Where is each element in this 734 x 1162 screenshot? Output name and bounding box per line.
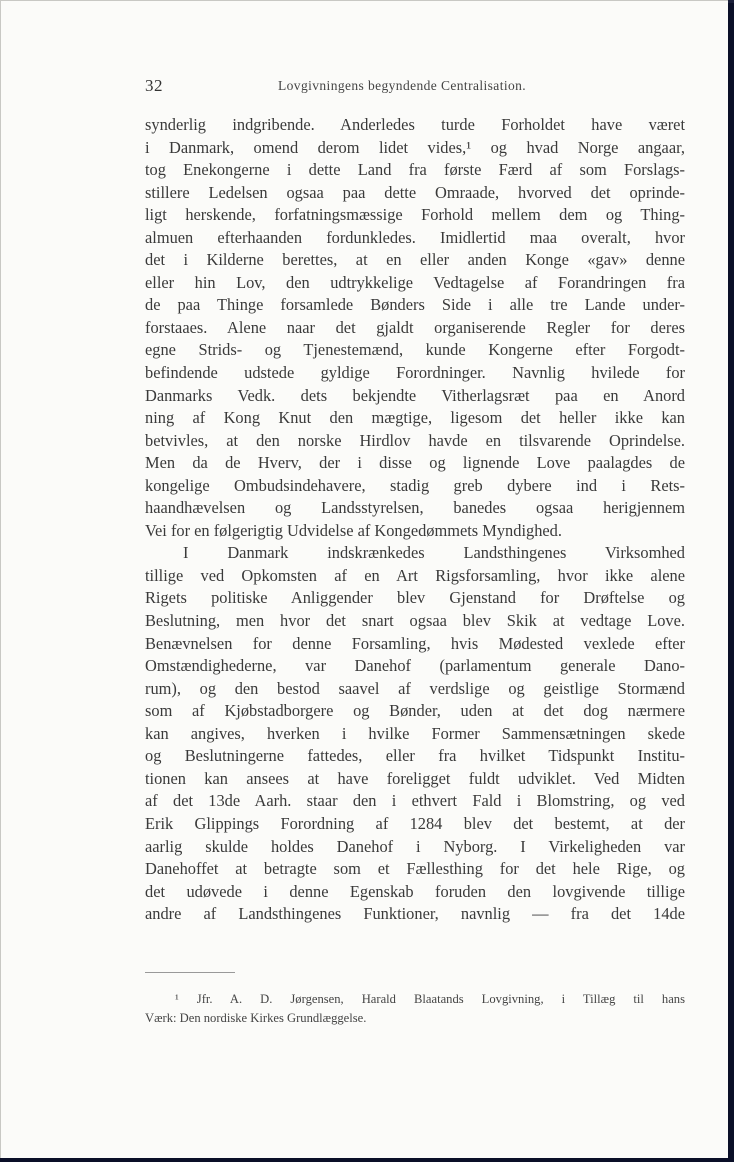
footnote [145, 990, 685, 1028]
text-line: og Beslutningerne fattedes, eller fra hvilket Tidspunkt Institu- [145, 746, 685, 766]
text-line: Danmarks Vedk. dets bekjendte Vitherlagsræt paa en Anord [145, 385, 685, 405]
text-line: Benævnelsen for denne Forsamling, hvis Mødested vexlede efter [145, 633, 685, 653]
text-line: kan angives, hverken i hvilke Former Sammensætningen skede [145, 723, 685, 743]
text-line: Danehoffet at betragte som et Fællesthing for det hele Rige, og [145, 859, 685, 879]
text-line: kongelige Ombudsindehavere, stadig greb dybere ind i Rets- [145, 475, 685, 495]
text-line: tillige ved Opkomsten af en Art Rigsforsamling, hvor ikke alene [145, 565, 685, 585]
footnote-rule [145, 972, 235, 973]
text-line: i Danmark, omend derom lidet vides,¹ og hvad Norge angaar, [145, 137, 685, 157]
text-line: egne Strids- og Tjenestemænd, kunde Kongerne efter Forgodt- [145, 340, 685, 360]
text-line: ligt herskende, forfatningsmæssige Forhold mellem dem og Thing- [145, 205, 685, 225]
text-line: rum), og den bestod saavel af verdslige og geistlige Stormænd [145, 678, 685, 698]
text-line: de paa Thinge forsamlede Bønders Side i alle tre Lande under- [145, 295, 685, 315]
text-line: Omstændighederne, var Danehof (parlamentum generale Dano- [145, 656, 685, 676]
text-line: almuen efterhaanden fordunkledes. Imidlertid maa overalt, hvor [145, 227, 685, 247]
text-line: Vei for en følgerigtig Udvidelse af Kongedømmets Myndighed. [145, 520, 562, 540]
text-line: aarlig skulde holdes Danehof i Nyborg. I Virkeligheden var [145, 836, 685, 856]
footnote-line: Værk: Den nordiske Kirkes Grundlæggelse. [145, 1011, 367, 1025]
text-line: andre af Landsthingenes Funktioner, navnlig — fra det 14de [145, 904, 685, 924]
text-line: Erik Glippings Forordning af 1284 blev det bestemt, at der [145, 813, 685, 833]
text-line: stillere Ledelsen ogsaa paa dette Omraade, hvorved det oprinde- [145, 182, 685, 202]
text-line: Rigets politiske Anliggender blev Gjenstand for Drøftelse og [145, 588, 685, 608]
text-line: I Danmark indskrænkedes Landsthingenes Virksomhed [183, 543, 685, 563]
text-line: befindende udstede gyldige Forordninger. Navnlig hvilede for [145, 363, 685, 383]
text-line: tog Enekongerne i dette Land fra første Færd af som Forslags- [145, 160, 685, 180]
text-line: synderlig indgribende. Anderledes turde Forholdet have været [145, 115, 685, 134]
page-number: 32 [145, 76, 163, 95]
text-line: eller hin Lov, den udtrykkelige Vedtagelse af Forandringen fra [145, 272, 685, 292]
text-line: som af Kjøbstadborgere og Bønder, uden at det dog nærmere [145, 701, 685, 721]
text-line: Beslutning, men hvor det snart ogsaa blev Skik at vedtage Love. [145, 611, 685, 631]
text-line: det udøvede i denne Egenskab foruden den lovgivende tillige [145, 881, 685, 901]
running-head: Lovgivningens begyndende Centralisation. [278, 78, 527, 93]
page-header [145, 76, 685, 98]
body-text [145, 114, 685, 926]
text-line: forstaaes. Alene naar det gjaldt organiserende Regler for deres [145, 317, 685, 337]
text-line: af det 13de Aarh. staar den i ethvert Fald i Blomstring, og ved [145, 791, 685, 811]
text-line: tionen kan ansees at have foreligget fuldt udviklet. Ved Midten [145, 768, 685, 788]
text-line: det i Kilderne berettes, at en eller anden Konge «gav» denne [145, 250, 685, 270]
text-line: Men da de Hverv, der i disse og lignende Love paalagdes de [145, 453, 685, 473]
text-line: ning af Kong Knut den mægtige, ligesom det heller ikke kan [145, 408, 685, 428]
text-line: betvivles, at den norske Hirdlov havde en tilsvarende Oprindelse. [145, 430, 685, 450]
footnote-line: ¹ Jfr. A. D. Jørgensen, Harald Blaatands Lovgivning, i Tillæg til hans [175, 992, 685, 1006]
text-line: haandhævelsen og Landsstyrelsen, banedes ogsaa herigjennem [145, 498, 685, 518]
